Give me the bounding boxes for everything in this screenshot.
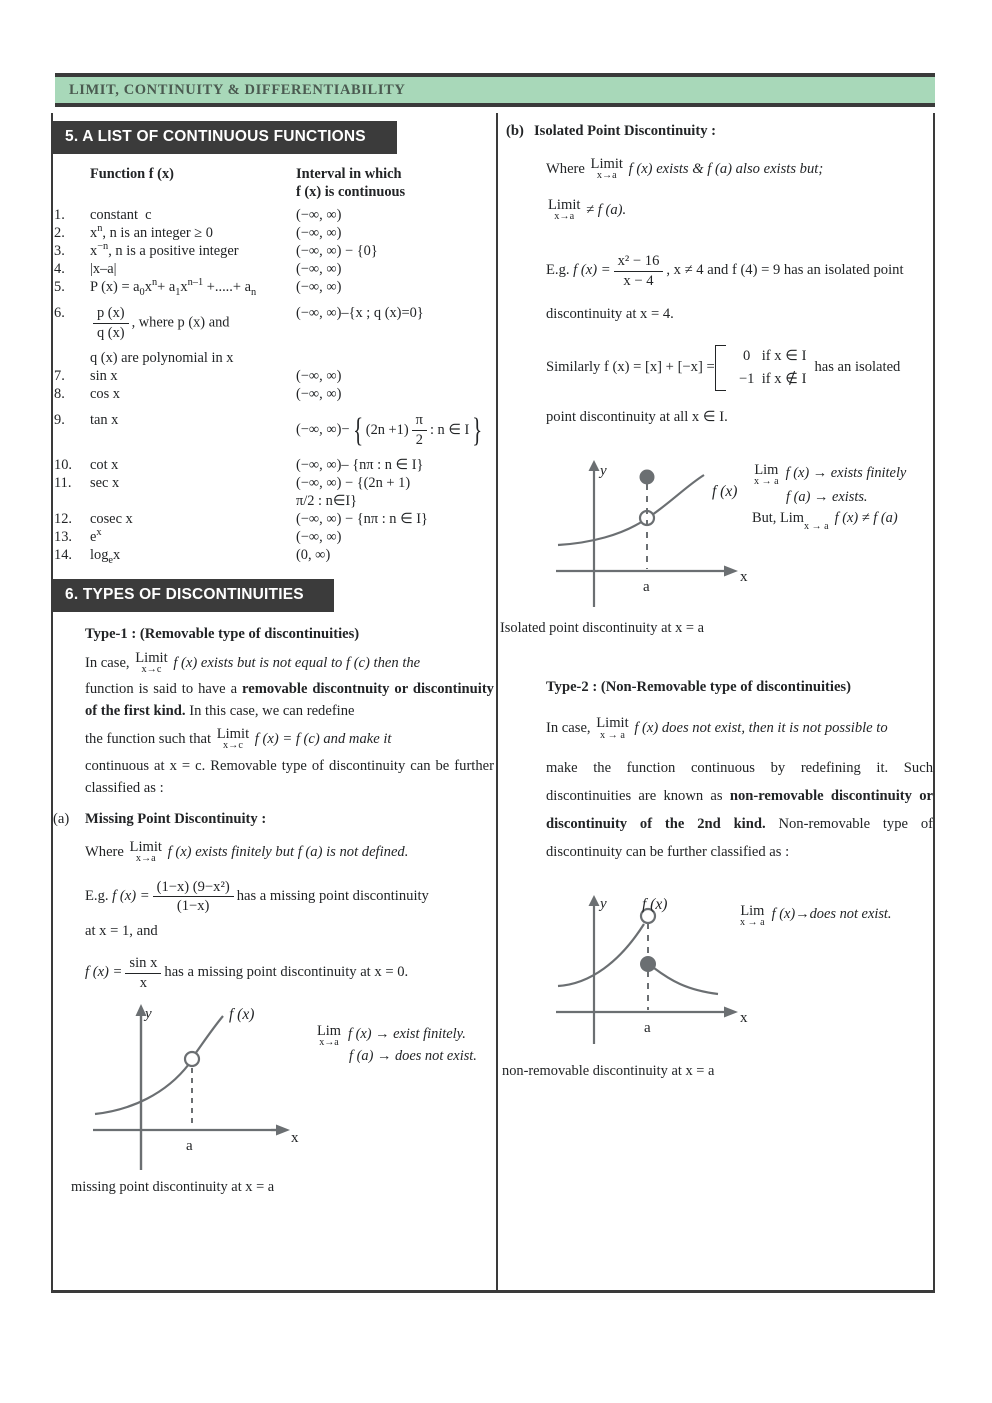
- row-number: 2.: [54, 225, 65, 241]
- table-header-row: [53, 166, 494, 183]
- section-6-heading: 6. TYPES OF DISCONTINUITIES: [53, 579, 334, 612]
- table-row: [53, 547, 494, 567]
- row-number: 10.: [54, 457, 72, 474]
- example-2: f (x) = $\frac{\text{sin x}}{x}$ has a missing point discontinuity at x = 0.: [85, 955, 409, 991]
- isolated-example-fraction: $\frac{\text{x² − 16}}{x - 4}$: [614, 253, 664, 290]
- example-1: E.g. f (x) = $\frac{\text{(1−x) (9−x²)}}{(1-x)}$ has a missing point discontinuity: [85, 878, 429, 915]
- example-2-fraction: $\frac{\text{sin x}}{x}$: [125, 955, 161, 992]
- figure-missing-point: [53, 1002, 494, 1196]
- row-interval: (−∞, ∞): [296, 386, 342, 403]
- row-number: 8.: [54, 386, 65, 403]
- missing-point-block: [53, 809, 494, 992]
- table-row: [53, 511, 494, 528]
- row-number: 4.: [54, 261, 65, 277]
- row-interval: (−∞, ∞)–{x ; q (x)=0}: [296, 305, 424, 321]
- column-divider: [496, 113, 498, 1293]
- table-row: [53, 261, 494, 278]
- fig1-legend: Lim x→a f (x) → exist finitely. f (a) → does not exist.: [317, 1022, 477, 1065]
- isolated-similarly: Similarly f (x) = [x] + [−x] = 0 if x ∈ I −1 if x ∉ I has an isolated: [500, 345, 933, 390]
- row-interval: (0, ∞): [296, 547, 331, 564]
- type2-title: Type-2 : (Non-Removable type of discontinuities): [546, 678, 851, 695]
- limit-x-to-a: Limit x→a: [129, 838, 162, 864]
- row-number: 7.: [54, 368, 65, 385]
- row-interval: (−∞, ∞) − {nπ : n ∈ I}: [296, 511, 428, 528]
- fig1-a-label: a: [186, 1137, 193, 1154]
- limit-x-to-a-b1: Limit x→a: [590, 155, 623, 182]
- table-row: [53, 493, 494, 510]
- row-function: $x^n$, n is an integer ≥ 0: [90, 223, 213, 241]
- isolated-para-1: Where Limit x→a f (x) exists & f (a) also exists but;: [546, 155, 824, 182]
- row-function: P $(x) = a_0x^n+ a_1x^{n-1}$ +.....+ $a_n$: [90, 277, 257, 298]
- table-row: [53, 350, 494, 367]
- row-function: |x–a|: [90, 261, 117, 277]
- item-a-label: (a): [53, 810, 70, 827]
- type1-para-4: continuous at x = c. Removable type of discontinuity can be further classified as :: [85, 757, 494, 796]
- row-interval: (−∞, ∞)− { (2n +1) $\frac{\pi}{2}$ : n ∈ I }: [296, 412, 494, 448]
- fig3-y-label: y: [600, 896, 607, 913]
- fig1-caption: missing point discontinuity at x = a: [71, 1178, 275, 1195]
- row-number: 6.: [54, 305, 65, 321]
- table-row: [53, 243, 494, 260]
- fig3-x-label: x: [740, 1010, 748, 1027]
- row-function: $\frac{p (x)}{q (x)}$ , where p (x) and: [90, 305, 296, 341]
- fig2-x-label: x: [740, 568, 748, 585]
- chapter-banner: [55, 73, 935, 107]
- row-interval: (−∞, ∞) − {(2n + 1): [296, 475, 411, 492]
- row-function: $\log_ex$: [90, 547, 121, 567]
- pq-fraction: $\frac{p (x)}{q (x)}$: [93, 305, 129, 341]
- chapter-title: LIMIT, CONTINUITY & DIFFERENTIABILITY: [55, 77, 935, 103]
- table-row: [53, 305, 494, 341]
- figure-isolated-point: [500, 459, 933, 637]
- table-row: [53, 457, 494, 474]
- row-function: sec x: [90, 475, 120, 492]
- row-interval: (−∞, ∞): [296, 207, 342, 223]
- row-interval: π/2 : n∈I}: [296, 493, 358, 510]
- fig3-caption: non-removable discontinuity at x = a: [502, 1063, 715, 1080]
- row-number: 12.: [54, 511, 72, 528]
- header-interval-1: Interval in which: [296, 166, 402, 182]
- row-function: tan x: [90, 412, 119, 429]
- row-number: 13.: [54, 529, 72, 546]
- cases-bracket: 0 if x ∈ I −1 if x ∉ I: [715, 345, 809, 390]
- limit-x-to-c-2: Limit x→c: [216, 725, 250, 752]
- row-function: $x^{-n}$, n is a positive integer: [90, 241, 239, 259]
- table-row: [53, 225, 494, 242]
- fig3-legend: Lim x → a f (x)→does not exist.: [740, 903, 892, 929]
- row-interval: (−∞, ∞): [296, 368, 342, 385]
- fig1-curve-label: f (x): [229, 1005, 255, 1023]
- pi-over-2: $\frac{\pi}{2}$: [412, 412, 427, 448]
- row-interval: (−∞, ∞): [296, 529, 342, 546]
- type1-para-3: the function such that Limit x→c f (x) = f (c) and make it: [85, 725, 392, 752]
- isolated-example-line2: discontinuity at x = 4.: [546, 305, 674, 322]
- row-number: 11.: [54, 475, 72, 492]
- type1-para-1: In case, Limit x→c f (x) exists but is not equal to f (c) then the: [85, 650, 421, 676]
- row-number: 1.: [54, 207, 65, 223]
- section-5-heading: 5. A LIST OF CONTINUOUS FUNCTIONS: [53, 121, 397, 154]
- row-interval: (−∞, ∞) − {0}: [296, 243, 378, 259]
- fig2-y-label: y: [600, 462, 607, 479]
- item-b-label: (b): [506, 123, 524, 139]
- table-row: [53, 386, 494, 403]
- type2-block: [500, 677, 933, 867]
- limit-x-to-c: Limit x→c: [135, 650, 168, 676]
- fig2-a-label: a: [643, 578, 650, 595]
- fig3-legend-limit: Lim x → a: [740, 903, 765, 929]
- row-function: constant c: [90, 207, 152, 223]
- fig1-legend-limit: Lim x→a: [317, 1022, 341, 1048]
- header-function: Function f (x): [90, 166, 174, 182]
- limit-x-to-a-t2: Limit x → a: [596, 715, 629, 741]
- example-1-line2: at x = 1, and: [85, 923, 158, 940]
- missing-point-para: Where Limit x→a f (x) exists finitely but f (a) is not defined.: [85, 838, 409, 864]
- limit-x-to-a-b2: Limit x→a: [548, 196, 581, 223]
- row-function: cot x: [90, 457, 119, 474]
- isolated-para-2: Limit x→a ≠ f (a).: [548, 196, 627, 223]
- row-function: q (x) are polynomial in x: [90, 350, 234, 367]
- fig1-x-label: x: [291, 1129, 299, 1146]
- row-number: 9.: [54, 412, 65, 429]
- table-row: [53, 207, 494, 224]
- table-row: [53, 412, 494, 448]
- item-a-title-wrap: [53, 809, 494, 831]
- table-body: [53, 207, 494, 567]
- row-function: sin x: [90, 368, 118, 385]
- row-interval: (−∞, ∞)– {nπ : n ∈ I}: [296, 457, 424, 474]
- row-number: 5.: [54, 279, 65, 295]
- continuous-functions-table: [53, 166, 494, 567]
- table-header-row-2: [53, 184, 494, 201]
- type1-title: Type-1 : (Removable type of discontinuities): [85, 626, 360, 643]
- table-row: [53, 368, 494, 385]
- left-square-bracket: [715, 345, 726, 390]
- fig3-curve-label: f (x): [642, 896, 668, 914]
- fig1-y-label: y: [145, 1005, 152, 1022]
- fig2-curve-label: f (x): [712, 482, 738, 500]
- item-b-title: Isolated Point Discontinuity :: [534, 123, 717, 139]
- row-interval: (−∞, ∞): [296, 225, 342, 241]
- fig3-a-label: a: [644, 1020, 651, 1037]
- right-column: [500, 113, 933, 1080]
- fig2-legend-limit-2: x → a: [803, 521, 829, 533]
- example-1-fraction: $\frac{\text{(1−x) (9−x²)}}{(1-x)}$: [153, 879, 234, 916]
- figure-non-removable: [500, 894, 933, 1080]
- row-function: $e^x$: [90, 527, 102, 546]
- fig2-legend: Lim x → a f (x) → exists finitely f (a) → exists. But, Lim x → a f (x) ≠ f (a): [752, 461, 907, 533]
- fig2-caption: Isolated point discontinuity at x = a: [500, 619, 704, 636]
- banner-bottom-rule: [55, 103, 935, 107]
- isolated-example: E.g. f (x) = $\frac{\text{x² − 16}}{x - 4}$ , x ≠ 4 and f (4) = 9 has an isolated point: [546, 252, 904, 289]
- left-column: [53, 113, 494, 1196]
- type1-para-2: function is said to have a removable discontnuity or discontinuity of the first kind. In this case, we can redefine: [85, 681, 494, 720]
- row-number: 14.: [54, 547, 72, 564]
- row-function: cosec x: [90, 511, 133, 528]
- row-number: 3.: [54, 243, 65, 259]
- fig2-legend-limit: Lim x → a: [754, 461, 779, 487]
- row-function: cos x: [90, 386, 120, 403]
- table-row: [53, 279, 494, 296]
- isolated-similarly-line2: point discontinuity at all x ∈ I.: [546, 408, 728, 425]
- row-interval: (−∞, ∞): [296, 279, 342, 295]
- table-row: [53, 529, 494, 546]
- type2-para-2: make the function continuous by redefining it. Such discontinuities are known as non-removable discontinuity or discontinuity of the 2nd kind. Non-removable type of discontinuity can be further classified as :: [546, 760, 933, 860]
- type2-para-1: In case, Limit x → a f (x) does not exist, then it is not possible to: [546, 715, 888, 741]
- row-interval: (−∞, ∞): [296, 261, 342, 277]
- header-interval-2: f (x) is continuous: [296, 184, 406, 200]
- type1-block: [53, 624, 494, 800]
- tan-set-brace: { (2n +1) $\frac{\pi}{2}$ : n ∈ I }: [352, 411, 483, 449]
- item-a-title: Missing Point Discontinuity :: [85, 810, 267, 827]
- isolated-point-block: [500, 121, 933, 429]
- table-row: [53, 475, 494, 492]
